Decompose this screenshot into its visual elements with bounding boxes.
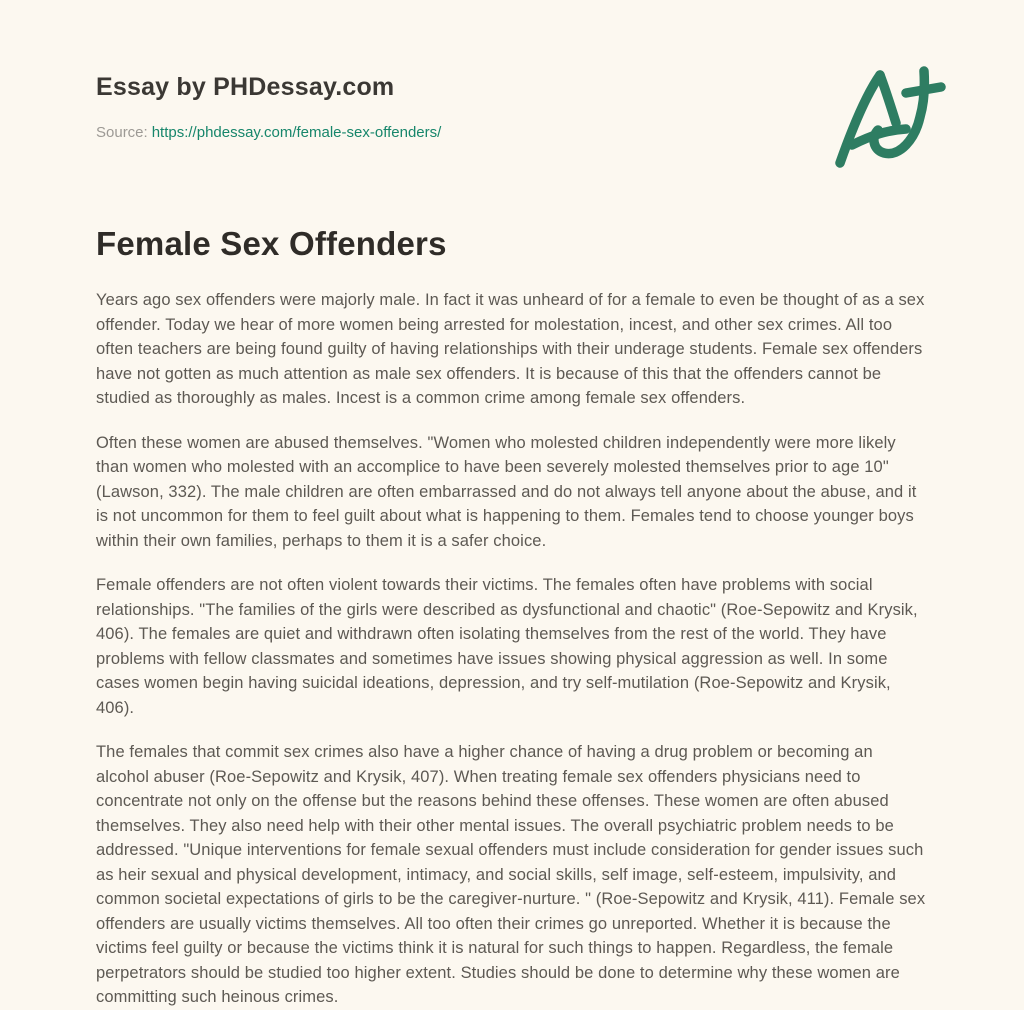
essay-paragraph: The females that commit sex crimes also have a higher chance of having a drug problem or becoming an alcohol abuser (Roe-Sepowitz and Krysik, 407). When treating female sex offenders physicians need to concentrate not only on the offense but the reasons behind these offenses. These women are often abused themselves. They also need help with their other mental issues. The overall psychiatric problem needs to be addressed. "Unique interventions for female sexual offenders must include consideration for gender issues such as heir sexual and physical development, intimacy, and social skills, self image, self-esteem, impulsivity, and common societal expectations of girls to be the caregiver-nurture. " (Roe-Sepowitz and Krysik, 411). Female sex offenders are usually victims themselves. All too often their crimes go unreported. Whether it is because the victims feel guilty or because the victims think it is natural for such things to happen. Regardless, the female perpetrators should be studied too higher extent. Studies should be done to determine why these women are committing such heinous crimes. [96, 743, 926, 1006]
essay-body [96, 288, 928, 1010]
essay-paragraph: Female offenders are not often violent towards their victims. The females often have problems with social relationships. "The families of the girls were described as dysfunctional and chaotic" (Roe-Sepowitz and Krysik, 406). The females are quiet and withdrawn often isolating themselves from the rest of the world. They have problems with fellow classmates and sometimes have issues showing physical aggression as well. In some cases women begin having suicidal ideations, depression, and try self-mutilation (Roe-Sepowitz and Krysik, 406). [96, 576, 918, 717]
source-label: Source: [96, 124, 148, 141]
site-title: Essay by PHDessay.com [96, 73, 395, 101]
essay-title: Female Sex Offenders [96, 225, 447, 262]
essay-paragraph: Years ago sex offenders were majorly male. In fact it was unheard of for a female to even be thought of as a sex offender. Today we hear of more women being arrested for molestation, incest, and other sex crimes. All too often teachers are being found guilty of having relationships with their underage students. Female sex offenders have not gotten as much attention as male sex offenders. It is because of this that the offenders cannot be studied as thoroughly as males. Incest is a common crime among female sex offenders. [96, 291, 925, 407]
essay-paragraph: Often these women are abused themselves. "Women who molested children independently were more likely than women who molested with an accomplice to have been severely molested themselves prior to age 10" (Lawson, 332). The male children are often embarrassed and do not always tell anyone about the abuse, and it is not uncommon for them to feel guilt about what is happening to them. Females tend to choose younger boys within their own families, perhaps to them it is a safer choice. [96, 433, 917, 550]
source-line [96, 124, 928, 142]
source-link[interactable]: https://phdessay.com/female-sex-offenders/ [151, 124, 442, 141]
phdessay-a-plus-logo-icon [826, 62, 946, 176]
